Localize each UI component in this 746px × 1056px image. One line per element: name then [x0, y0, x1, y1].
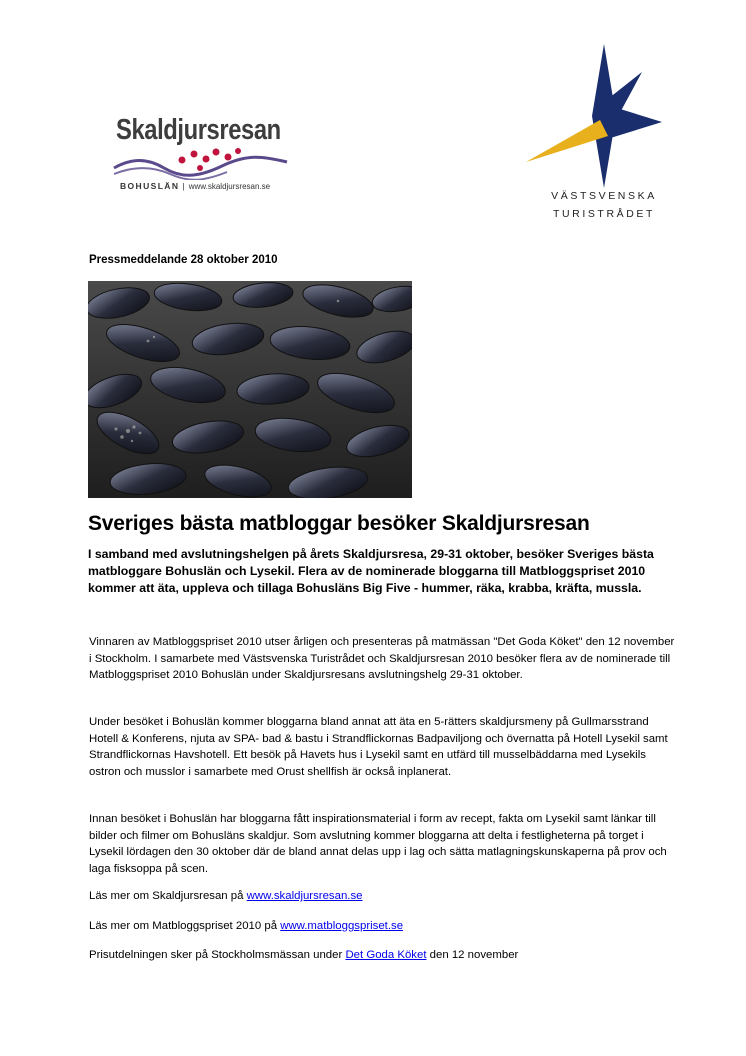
wave-dots-icon	[112, 148, 292, 180]
press-release-date: Pressmeddelande 28 oktober 2010	[89, 254, 278, 266]
logo-wordmark: Skaldjursresan	[116, 114, 281, 146]
vastsvenska-turistradet-logo	[520, 40, 670, 230]
compass-star-icon	[520, 40, 670, 190]
body-paragraph-1: Vinnaren av Matbloggspriset 2010 utser årligen och presenteras på matmässan "Det Goda Köket" den 12 november i Stockholm. I samarbete med Västsvenska Turistrådet och Skaldjursresan 2010 besöker flera av de nominerade till Matbloggspriset 2010 Bohuslän under Skaldjursresans avslutningshelg 29-31 oktober.	[89, 636, 675, 681]
skaldjursresan-logo	[112, 112, 292, 202]
matbloggspriset-link[interactable]: www.matbloggspriset.se	[280, 920, 404, 932]
link-line-prisutdelning: Prisutdelningen sker på Stockholmsmässan under Det Goda Köket den 12 november	[89, 949, 519, 961]
skaldjursresan-link[interactable]: www.skaldjursresan.se	[246, 890, 363, 902]
link-line-matbloggspriset: Läs mer om Matbloggspriset 2010 på www.matbloggspriset.se	[89, 920, 404, 932]
headline: Sveriges bästa matbloggar besöker Skaldjursresan	[88, 512, 590, 535]
body-paragraph-3: Innan besöket i Bohuslän har bloggarna fått inspirationsmaterial i form av recept, fakta om Lysekil samt länkar till bilder och filmer om Bohusläns skaldjur. Som avslutning kommer bloggarna att delta i festligheterna på torget i Lysekil lördagen den 30 oktober där de bland annat delas upp i lag och sätta matlagningskunskaperna på prov och laga fisksoppa på scen.	[89, 813, 667, 875]
logo-line-2: TURISTRÅDET	[552, 208, 656, 220]
mussels-image	[88, 281, 412, 498]
mussels-photo	[88, 281, 412, 498]
lead-paragraph: I samband med avslutningshelgen på årets Skaldjursresa, 29-31 oktober, besöker Sveriges bästa matbloggare Bohuslän och Lysekil. Flera av de nominerade bloggarna till Matbloggspriset 2010 kommer att äta, uppleva och tillaga Bohusläns Big Five - hummer, räka, krabba, kräfta, mussla.	[88, 547, 654, 595]
logo-line-1: VÄSTSVENSKA	[551, 190, 657, 202]
body-paragraph-2: Under besöket i Bohuslän kommer bloggarna bland annat att äta en 5-rätters skaldjursmeny på Gullmarsstrand Hotell & Konferens, njuta av SPA- bad & bastu i Strandflickornas Badpaviljong och övernatta på Hotell Lysekil samt Strandflickornas Havshotell. Ett besök på Havets hus i Lysekil samt en utfärd till musselbäddarna med Lysekils ostron och musslor i samarbete med Orust shellfish är också inplanerat.	[89, 716, 668, 778]
det-goda-koket-link[interactable]: Det Goda Köket	[345, 949, 427, 961]
link-line-skaldjursresan: Läs mer om Skaldjursresan på www.skaldjursresan.se	[89, 890, 363, 902]
logo-tagline: BOHUSLÄN | www.skaldjursresan.se	[120, 181, 271, 191]
